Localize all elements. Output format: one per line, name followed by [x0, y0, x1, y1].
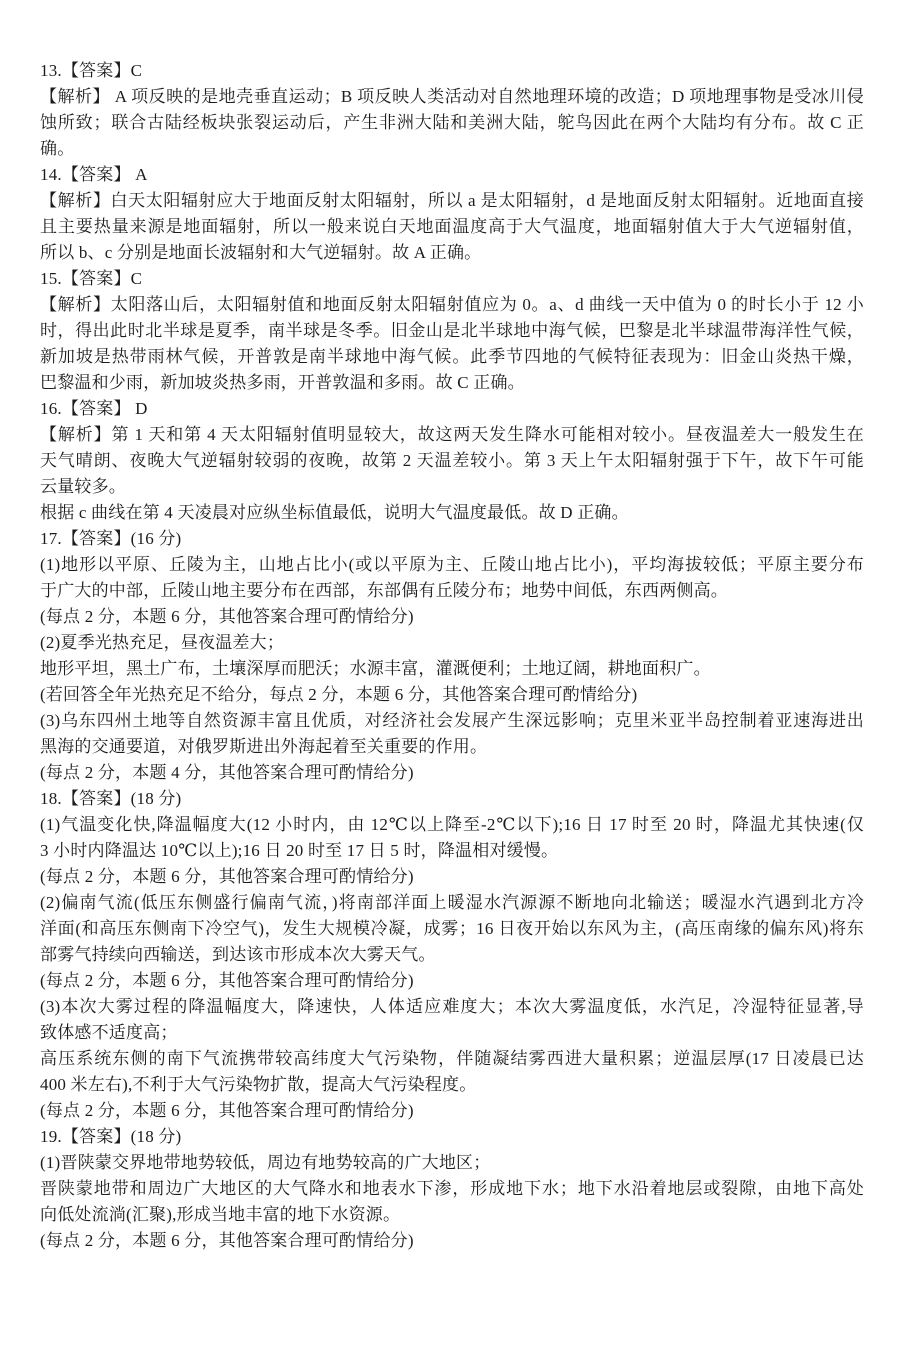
- text-line: 地形平坦，黑土广布，土壤深厚而肥沃；水源丰富，灌溉便利；土地辽阔，耕地面积广。: [40, 659, 711, 678]
- text-line: 3 小时内降温达 10℃以上);16 日 20 时至 17 日 5 时，降温相对缓慢。: [40, 841, 559, 860]
- text-line: 14.【答案】 A: [40, 165, 148, 184]
- text-line: 天气晴朗、夜晚大气逆辐射较弱的夜晚，故第 2 天温差较小。第 3 天上午太阳辐射强于下午，故下午可能: [40, 451, 864, 470]
- text-line: 【解析】白天太阳辐射应大于地面反射太阳辐射，所以 a 是太阳辐射，d 是地面反射太阳辐射。近地面直接: [40, 191, 864, 210]
- text-line: (2)夏季光热充足，昼夜温差大；: [40, 633, 285, 652]
- text-line: (3)本次大雾过程的降温幅度大，降速快，人体适应难度大；本次大雾温度低，水汽足，冷湿特征显著,导: [40, 997, 864, 1016]
- text-line: 【解析】 A 项反映的是地壳垂直运动；B 项反映人类活动对自然地理环境的改造；D 项地理事物是受冰川侵: [40, 87, 864, 106]
- text-line: 蚀所致；联合古陆经板块张裂运动后，产生非洲大陆和美洲大陆，鸵鸟因此在两个大陆均有分布。故 C 正: [40, 113, 864, 132]
- text-line: 400 米左右),不利于大气污染物扩散，提高大气污染程度。: [40, 1075, 477, 1094]
- text-line: 18.【答案】(18 分): [40, 789, 182, 808]
- text-line: 洋面(和高压东侧南下冷空气)，发生大规模冷凝，成雾；16 日夜开始以东风为主，(高压南缘的偏东风)将东: [40, 919, 864, 938]
- text-line: (若回答全年光热充足不给分，每点 2 分，本题 6 分，其他答案合理可酌情给分): [40, 685, 638, 704]
- text-line: 【解析】第 1 天和第 4 天太阳辐射值明显较大，故这两天发生降水可能相对较小。昼夜温差大一般发生在: [40, 425, 864, 444]
- answer-section-19: [40, 1124, 864, 1254]
- text-line: (1)地形以平原、丘陵为主，山地占比小(或以平原为主、丘陵山地占比小)，平均海拔较低；平原主要分布: [40, 555, 864, 574]
- text-line: 所以 b、c 分别是地面长波辐射和大气逆辐射。故 A 正确。: [40, 243, 482, 262]
- text-line: 时，得出此时北半球是夏季，南半球是冬季。旧金山是北半球地中海气候，巴黎是北半球温带海洋性气候，: [40, 321, 864, 340]
- answer-section-14: [40, 162, 864, 266]
- answer-section-17: [40, 526, 864, 786]
- text-line: (3)乌东四州土地等自然资源丰富且优质，对经济社会发展产生深远影响；克里米亚半岛控制着亚速海进出: [40, 711, 864, 730]
- text-line: 新加坡是热带雨林气候，开普敦是南半球地中海气候。此季节四地的气候特征表现为：旧金山炎热干燥，: [40, 347, 864, 366]
- text-line: (每点 2 分，本题 6 分，其他答案合理可酌情给分): [40, 607, 414, 626]
- text-line: 确。: [40, 139, 75, 158]
- text-line: (每点 2 分，本题 6 分，其他答案合理可酌情给分): [40, 1231, 414, 1250]
- text-line: 巴黎温和少雨，新加坡炎热多雨，开普敦温和多雨。故 C 正确。: [40, 373, 525, 392]
- text-line: (1)气温变化快,降温幅度大(12 小时内，由 12℃以上降至-2℃以下);16 日 17 时至 20 时，降温尤其快速(仅: [40, 815, 864, 834]
- text-line: 晋陕蒙地带和周边广大地区的大气降水和地表水下渗，形成地下水；地下水沿着地层或裂隙，由地下高处: [40, 1179, 864, 1198]
- text-line: 且主要热量来源是地面辐射，所以一般来说白天地面温度高于大气温度，地面辐射值大于大气逆辐射值，: [40, 217, 864, 236]
- text-line: 黑海的交通要道，对俄罗斯进出外海起着至关重要的作用。: [40, 737, 488, 756]
- text-line: 19.【答案】(18 分): [40, 1127, 182, 1146]
- text-line: 根据 c 曲线在第 4 天凌晨对应纵坐标值最低，说明大气温度最低。故 D 正确。: [40, 503, 629, 522]
- text-line: 向低处流淌(汇聚),形成当地丰富的地下水资源。: [40, 1205, 401, 1224]
- text-line: 16.【答案】 D: [40, 399, 148, 418]
- text-line: 17.【答案】(16 分): [40, 529, 182, 548]
- answer-section-18: [40, 786, 864, 1124]
- answer-section-13: [40, 58, 864, 162]
- answer-section-16: [40, 396, 864, 526]
- text-line: 【解析】太阳落山后，太阳辐射值和地面反射太阳辐射值应为 0。a、d 曲线一天中值为 0 的时长小于 12 小: [40, 295, 864, 314]
- text-line: 13.【答案】C: [40, 61, 143, 80]
- text-line: (每点 2 分，本题 6 分，其他答案合理可酌情给分): [40, 1101, 414, 1120]
- text-line: 云量较多。: [40, 477, 126, 496]
- text-line: 致体感不适度高；: [40, 1023, 178, 1042]
- text-line: (每点 2 分，本题 6 分，其他答案合理可酌情给分): [40, 867, 414, 886]
- answer-section-15: [40, 266, 864, 396]
- text-line: (每点 2 分，本题 4 分，其他答案合理可酌情给分): [40, 763, 414, 782]
- text-line: (1)晋陕蒙交界地带地势较低，周边有地势较高的广大地区；: [40, 1153, 491, 1172]
- text-line: 15.【答案】C: [40, 269, 143, 288]
- text-line: (每点 2 分，本题 6 分，其他答案合理可酌情给分): [40, 971, 414, 990]
- text-line: (2)偏南气流(低压东侧盛行偏南气流，)将南部洋面上暖湿水汽源源不断地向北输送；暖湿水汽遇到北方冷: [40, 893, 864, 912]
- text-line: 部雾气持续向西输送，到达该市形成本次大雾天气。: [40, 945, 436, 964]
- text-line: 于广大的中部，丘陵山地主要分布在西部，东部偶有丘陵分布；地势中间低，东西两侧高。: [40, 581, 728, 600]
- text-line: 高压系统东侧的南下气流携带较高纬度大气污染物，伴随凝结雾西进大量积累；逆温层厚(17 日凌晨已达: [40, 1049, 864, 1068]
